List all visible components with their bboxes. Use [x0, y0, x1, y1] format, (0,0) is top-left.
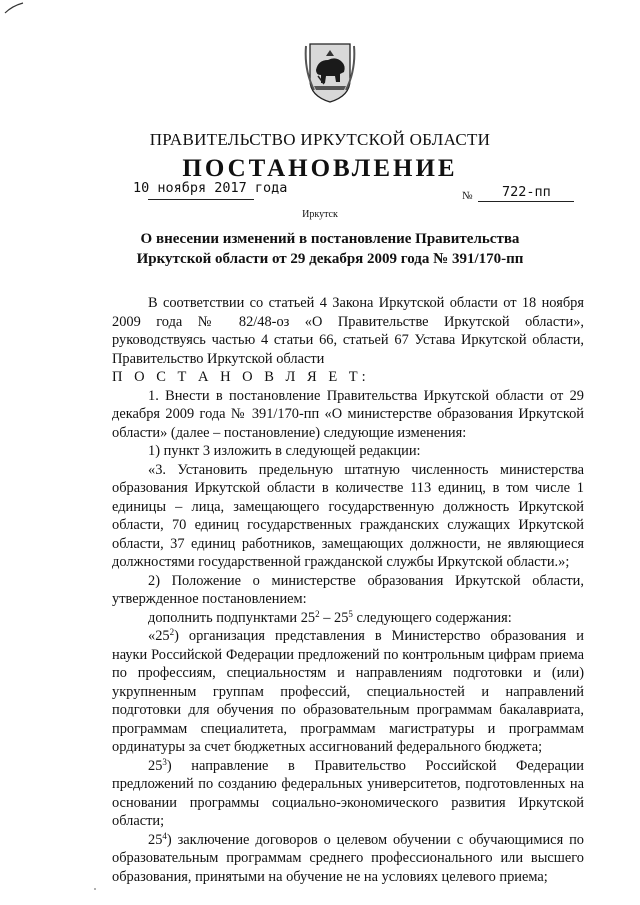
- document-date: 10 ноября 2017 года: [133, 180, 288, 196]
- subpoint-25-2-paragraph: [112, 627, 584, 757]
- supplement-prefix: дополнить подпунктами 25: [148, 609, 316, 626]
- supplement-paragraph: [112, 609, 584, 628]
- subpoint-25-4-paragraph: [112, 831, 584, 887]
- subpoint-25-4-prefix: 25: [148, 831, 163, 848]
- subpoint-25-4-sup: 4: [162, 830, 167, 841]
- subpoint-25-3-paragraph: [112, 757, 584, 831]
- pen-mark: [4, 2, 24, 14]
- subpoint-25-4-text: ) заключение договоров о целевом обучении с обучающимися по образовательным программам среднего профессионального или высшего образования, принятыми на обучение не на условиях целевого приема;: [112, 831, 584, 885]
- document-type: ПОСТАНОВЛЕНИЕ: [182, 155, 458, 182]
- supplement-sup-2: 5: [348, 608, 353, 619]
- government-name: ПРАВИТЕЛЬСТВО ИРКУТСКОЙ ОБЛАСТИ: [149, 130, 491, 149]
- subpoint-25-3-text: ) направление в Правительство Российской Федерации предложений по созданию федеральных университетов, подготовленных на основании программы социально-экономического развития Иркутской области;: [112, 757, 584, 829]
- item-1-paragraph: 1. Внести в постановление Правительства Иркутской области от 29 декабря 2009 года № 391/170-пп «О министерстве образования Иркутской области» (далее – постановление) следующие изменения:: [112, 387, 584, 441]
- supplement-mid: – 25: [319, 609, 349, 626]
- document-title: О внесении изменений в постановление Правительства Иркутской области от 29 декабря 2009 года № 391/170-пп: [136, 231, 524, 267]
- resolves-heading: П О С Т А Н О В Л Я Е Т:: [112, 369, 370, 385]
- subpoint-25-3-sup: 3: [162, 756, 167, 767]
- subpoint-25-2-text: ) организация представления в Министерство образования и науки Российской Федерации предложений по контрольным цифрам приема по профессиям, специальностям и направлениям подготовки и (или) укрупненным группам профессий, специальностей и направлений подготовки для обучения по образовательным программам бакалавриата, программам специалитета, программам магистратуры и программам ординатуры за счет бюджетных ассигнований федерального бюджета;: [112, 628, 584, 755]
- number-underline: [478, 201, 574, 202]
- document-city: Иркутск: [302, 209, 338, 220]
- document-body: [112, 294, 584, 886]
- subpoint-25-3-prefix: 25: [148, 757, 163, 774]
- item-1-1-paragraph: 1) пункт 3 изложить в следующей редакции:: [148, 443, 421, 459]
- irkutsk-coat-of-arms-icon: [304, 40, 356, 104]
- document-number: 722-пп: [502, 184, 551, 200]
- date-underline: [148, 199, 254, 200]
- item-1-2-paragraph: 2) Положение о министерстве образования Иркутской области, утвержденное постановлением:: [112, 572, 584, 607]
- item-1-1-text-paragraph: «3. Установить предельную штатную численность министерства образования Иркутской области в количестве 113 единиц, в том числе 1 единицы – лица, замещающего государственную должность Иркутской области, 70 единиц государственных гражданских служащих Иркутской области, 37 единиц работников, замещающих должности, не являющиеся должностями государственной гражданской службы Иркутской области.»;: [112, 461, 584, 570]
- subpoint-25-2-sup: 2: [169, 627, 175, 637]
- supplement-suffix: следующего содержания:: [352, 609, 512, 626]
- scan-speck: [94, 888, 96, 890]
- preamble-paragraph: В соответствии со статьей 4 Закона Иркутской области от 18 ноября 2009 года № 82/48-оз «О Правительстве Иркутской области», руководствуясь частью 4 статьи 66, статьей 67 Устава Иркутской области, Правительство Иркутской области: [112, 295, 584, 367]
- supplement-sup-1: 2: [315, 608, 320, 619]
- number-label: №: [462, 190, 473, 202]
- subpoint-25-2-prefix: «25: [148, 628, 170, 644]
